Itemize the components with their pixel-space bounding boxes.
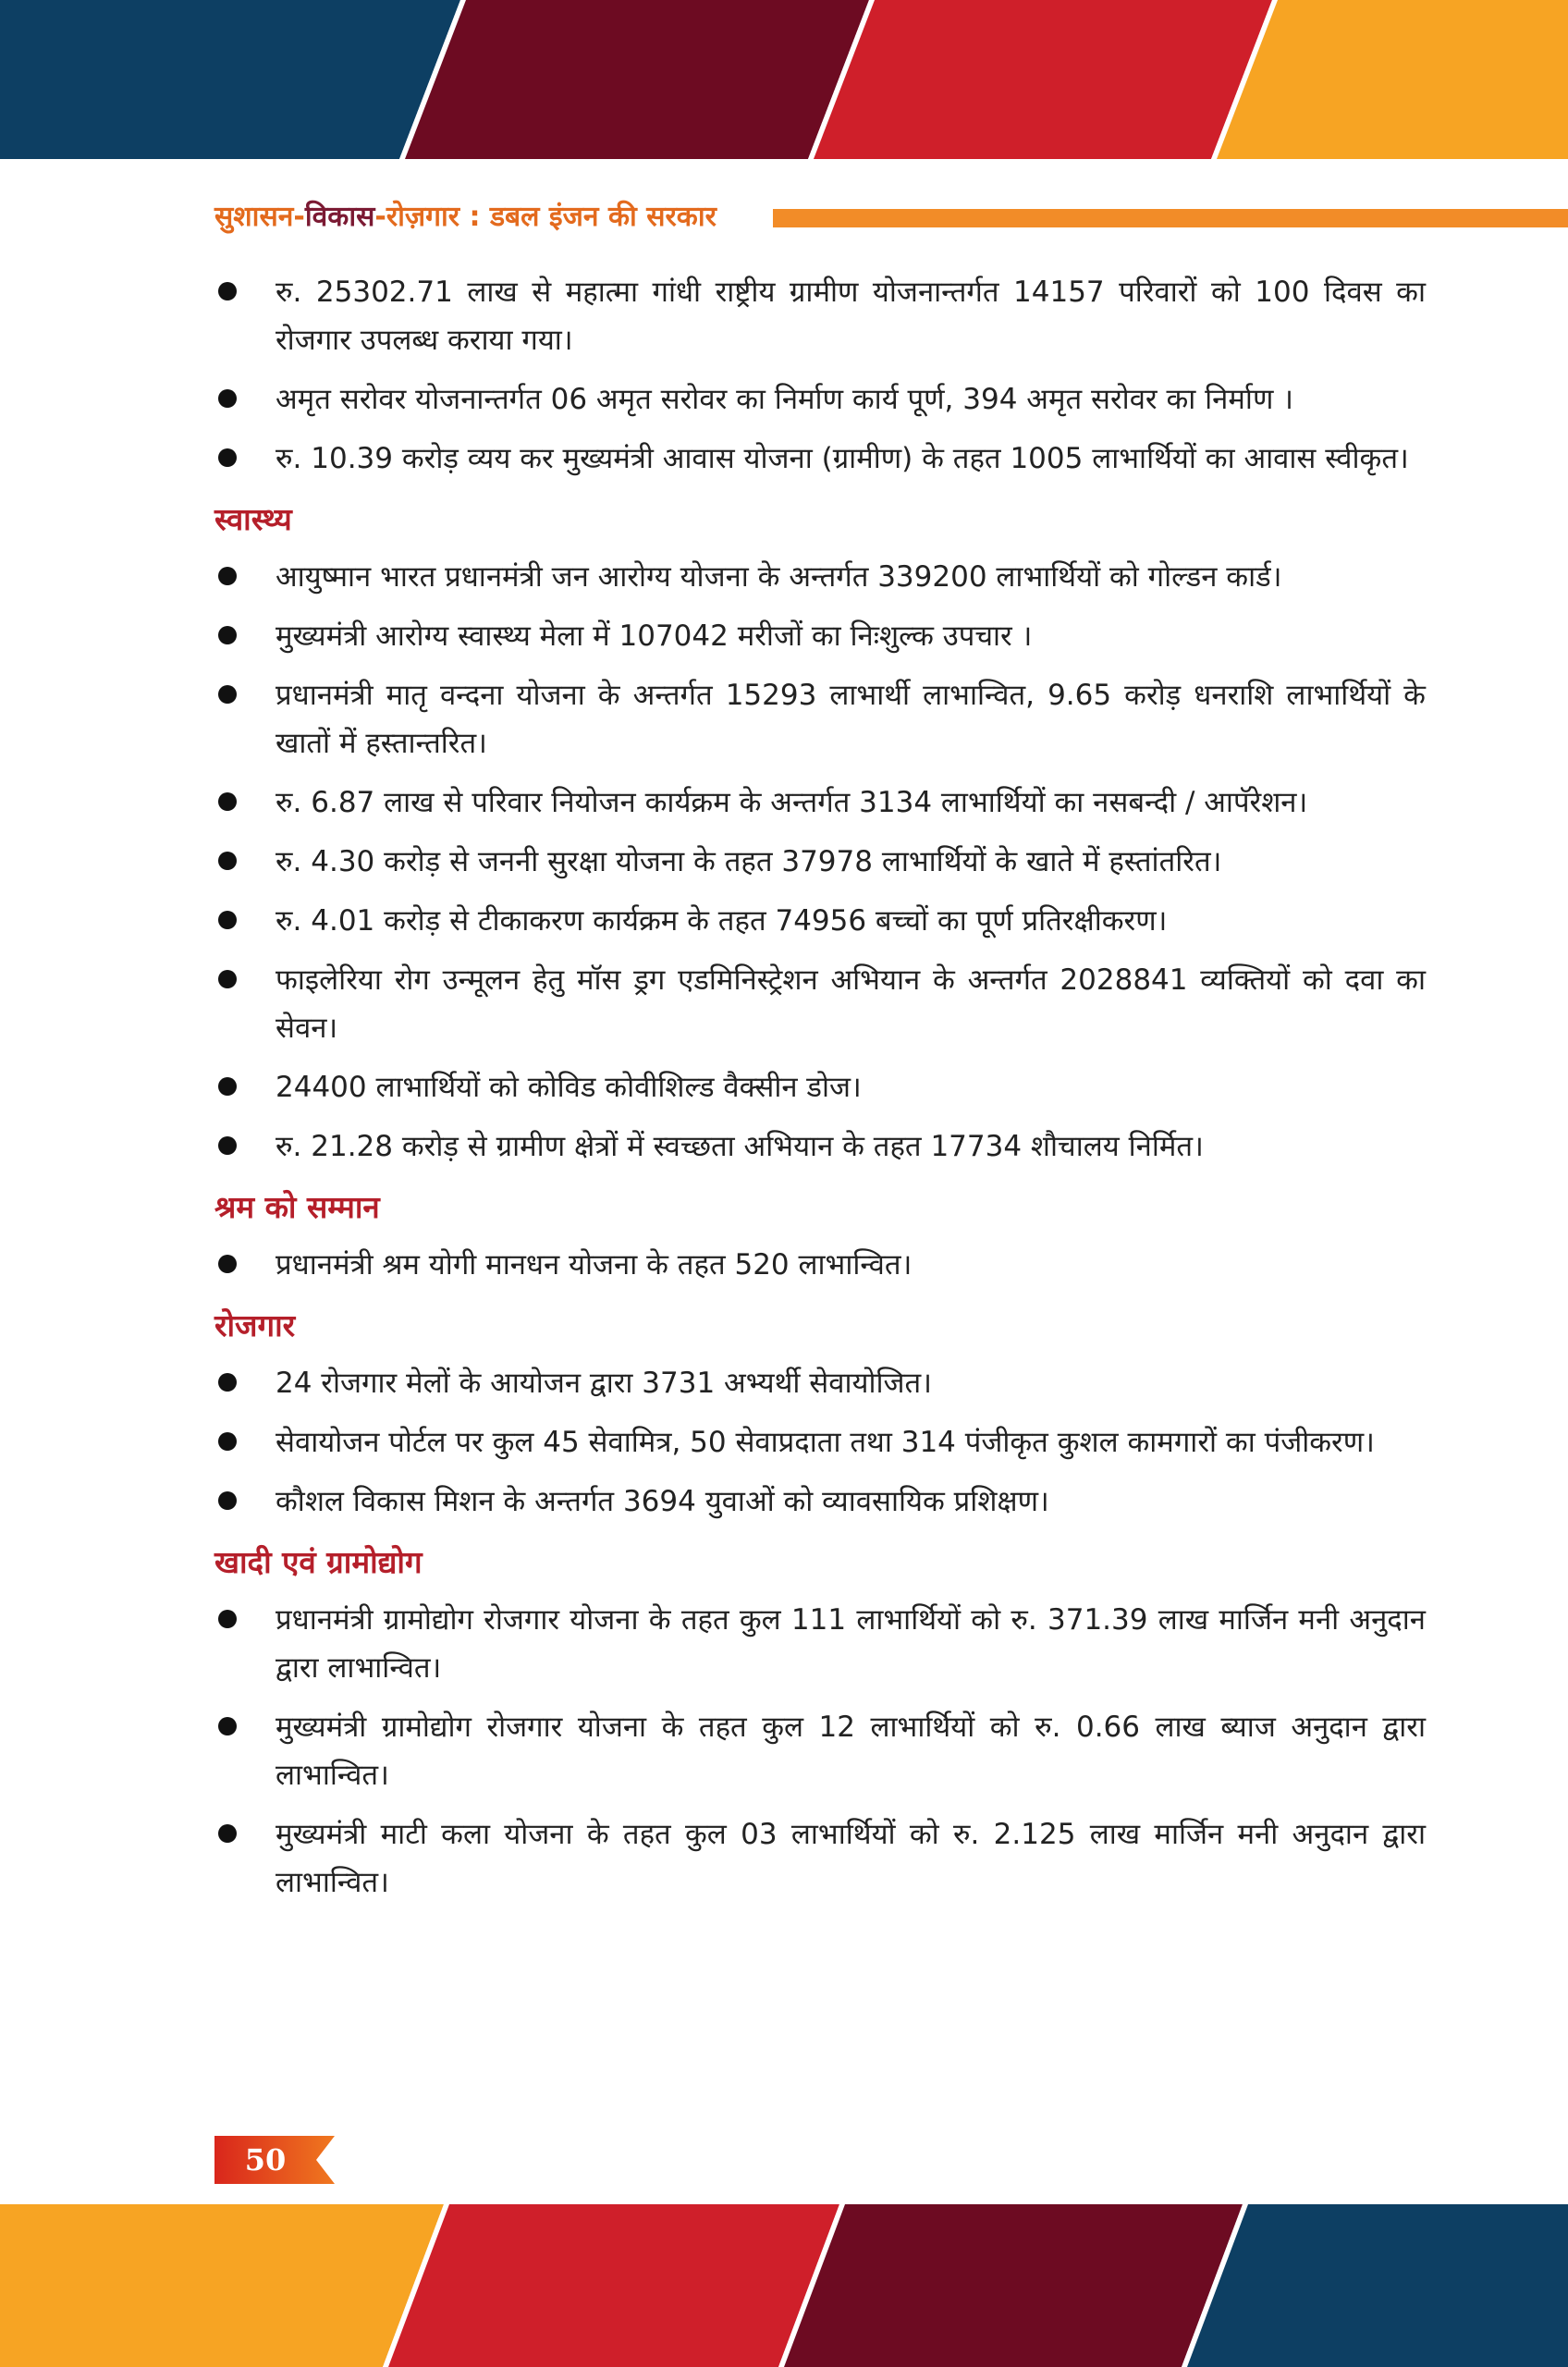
list-item xyxy=(214,838,1426,886)
list-item-text: रु. 4.30 करोड़ से जननी सुरक्षा योजना के तहत 37978 लाभार्थियों के खाते में हस्तांतरित। xyxy=(276,845,1222,878)
list-item-text: 24400 लाभार्थियों को कोविड कोवीशिल्ड वैक्सीन डोज। xyxy=(276,1071,862,1104)
bottom-color-band xyxy=(0,2204,1568,2367)
header-title-part1: सुशासन- xyxy=(214,201,305,233)
section-heading-employment: रोजगार xyxy=(214,1307,296,1343)
list-item xyxy=(214,1063,1426,1111)
employment-list xyxy=(214,1359,1426,1526)
bullet-icon xyxy=(218,1717,237,1735)
list-item xyxy=(214,1241,1426,1289)
list-item xyxy=(214,268,1426,364)
list-item-text: रु. 25302.71 लाख से महात्मा गांधी राष्ट्रीय ग्रामीण योजनान्तर्गत 14157 परिवारों को 100 दिवस का रोजगार उपलब्ध कराया गया। xyxy=(276,276,1426,357)
list-item-text: रु. 10.39 करोड़ व्यय कर मुख्यमंत्री आवास योजना (ग्रामीण) के तहत 1005 लाभार्थियों का आवास स्वीकृत। xyxy=(276,442,1409,475)
bullet-icon xyxy=(218,1255,237,1273)
list-item xyxy=(214,1359,1426,1407)
list-item-text: मुख्यमंत्री ग्रामोद्योग रोजगार योजना के तहत कुल 12 लाभार्थियों को रु. 0.66 लाख ब्याज अनुदान द्वारा लाभान्वित। xyxy=(276,1711,1426,1792)
list-item xyxy=(214,435,1426,483)
header-rule xyxy=(773,209,1568,227)
bullet-icon xyxy=(218,626,237,644)
list-item xyxy=(214,1122,1426,1171)
list-item xyxy=(214,1478,1426,1526)
bullet-icon xyxy=(218,389,237,408)
list-item-text: 24 रोजगार मेलों के आयोजन द्वारा 3731 अभ्यर्थी सेवायोजित। xyxy=(276,1367,932,1400)
bullet-icon xyxy=(218,1491,237,1510)
bullet-icon xyxy=(218,1077,237,1096)
list-item xyxy=(214,553,1426,601)
list-item-text: रु. 4.01 करोड़ से टीकाकरण कार्यक्रम के तहत 74956 बच्चों का पूर्ण प्रतिरक्षीकरण। xyxy=(276,904,1168,938)
bullet-icon xyxy=(218,1824,237,1843)
khadi-list xyxy=(214,1596,1426,1907)
list-item-text: रु. 21.28 करोड़ से ग्रामीण क्षेत्रों में स्वच्छता अभियान के तहत 17734 शौचालय निर्मित। xyxy=(276,1130,1204,1163)
list-item-text: अमृत सरोवर योजनान्तर्गत 06 अमृत सरोवर का निर्माण कार्य पूर्ण, 394 अमृत सरोवर का निर्माण । xyxy=(276,383,1293,416)
bullet-icon xyxy=(218,852,237,870)
list-item-text: कौशल विकास मिशन के अन्तर्गत 3694 युवाओं को व्यावसायिक प्रशिक्षण। xyxy=(276,1485,1049,1518)
list-item-text: फाइलेरिया रोग उन्मूलन हेतु मॉस ड्रग एडमिनिस्ट्रेशन अभियान के अन्तर्गत 2028841 व्यक्तियों को दवा का सेवन। xyxy=(276,963,1426,1045)
list-item-text: प्रधानमंत्री श्रम योगी मानधन योजना के तहत 520 लाभान्वित। xyxy=(276,1248,913,1282)
page-number-tab xyxy=(214,2136,335,2184)
bullet-icon xyxy=(218,1373,237,1392)
bullet-icon xyxy=(218,282,237,300)
list-item-text: प्रधानमंत्री मातृ वन्दना योजना के अन्तर्गत 15293 लाभार्थी लाभान्वित, 9.65 करोड़ धनराशि लाभार्थियों के खातों में हस्तान्तरित। xyxy=(276,679,1426,760)
section-heading-health: स्वास्थ्य xyxy=(214,501,292,537)
labour-list xyxy=(214,1241,1426,1289)
list-item-text: मुख्यमंत्री आरोग्य स्वास्थ्य मेला में 107042 मरीजों का निःशुल्क उपचार । xyxy=(276,619,1033,653)
list-item-text: प्रधानमंत्री ग्रामोद्योग रोजगार योजना के तहत कुल 111 लाभार्थियों को रु. 371.39 लाख मार्जिन मनी अनुदान द्वारा लाभान्वित। xyxy=(276,1603,1426,1685)
list-item xyxy=(214,375,1426,423)
list-item xyxy=(214,956,1426,1052)
list-item xyxy=(214,779,1426,827)
list-item xyxy=(214,612,1426,660)
bullet-icon xyxy=(218,1136,237,1155)
section-heading-khadi: खादी एवं ग्रामोद्योग xyxy=(214,1544,423,1580)
list-item-text: आयुष्मान भारत प्रधानमंत्री जन आरोग्य योजना के अन्तर्गत 339200 लाभार्थियों को गोल्डन कार्ड। xyxy=(276,560,1282,594)
top-color-band xyxy=(0,0,1568,159)
bullet-icon xyxy=(218,448,237,467)
bullet-icon xyxy=(218,1610,237,1628)
bullet-icon xyxy=(218,1432,237,1451)
list-item xyxy=(214,897,1426,945)
list-item xyxy=(214,1810,1426,1907)
page-number: 50 xyxy=(244,2142,287,2177)
header-title-part2: विकास xyxy=(304,201,375,233)
bullet-icon xyxy=(218,970,237,988)
list-item-text: रु. 6.87 लाख से परिवार नियोजन कार्यक्रम के अन्तर्गत 3134 लाभार्थियों का नसबन्दी / आपॅरेशन। xyxy=(276,786,1308,819)
list-item-text: सेवायोजन पोर्टल पर कुल 45 सेवामित्र, 50 सेवाप्रदाता तथा 314 पंजीकृत कुशल कामगारों का पंजीकरण। xyxy=(276,1426,1375,1459)
bullet-icon xyxy=(218,567,237,585)
section-heading-labour: श्रम को सम्मान xyxy=(214,1189,380,1225)
header-title-part3: -रोज़गार : डबल इंजन की सरकार xyxy=(374,201,717,233)
list-item xyxy=(214,1703,1426,1799)
list-item-text: मुख्यमंत्री माटी कला योजना के तहत कुल 03 लाभार्थियों को रु. 2.125 लाख मार्जिन मनी अनुदान द्वारा लाभान्वित। xyxy=(276,1818,1426,1899)
list-item xyxy=(214,1418,1426,1466)
list-item xyxy=(214,671,1426,767)
bullet-icon xyxy=(218,685,237,704)
header-title xyxy=(214,198,717,237)
list-item xyxy=(214,1596,1426,1692)
intro-list xyxy=(214,268,1426,483)
page-header xyxy=(214,198,1424,240)
bullet-icon xyxy=(218,911,237,929)
bullet-icon xyxy=(218,792,237,811)
main-content xyxy=(214,268,1426,1918)
health-list xyxy=(214,553,1426,1171)
